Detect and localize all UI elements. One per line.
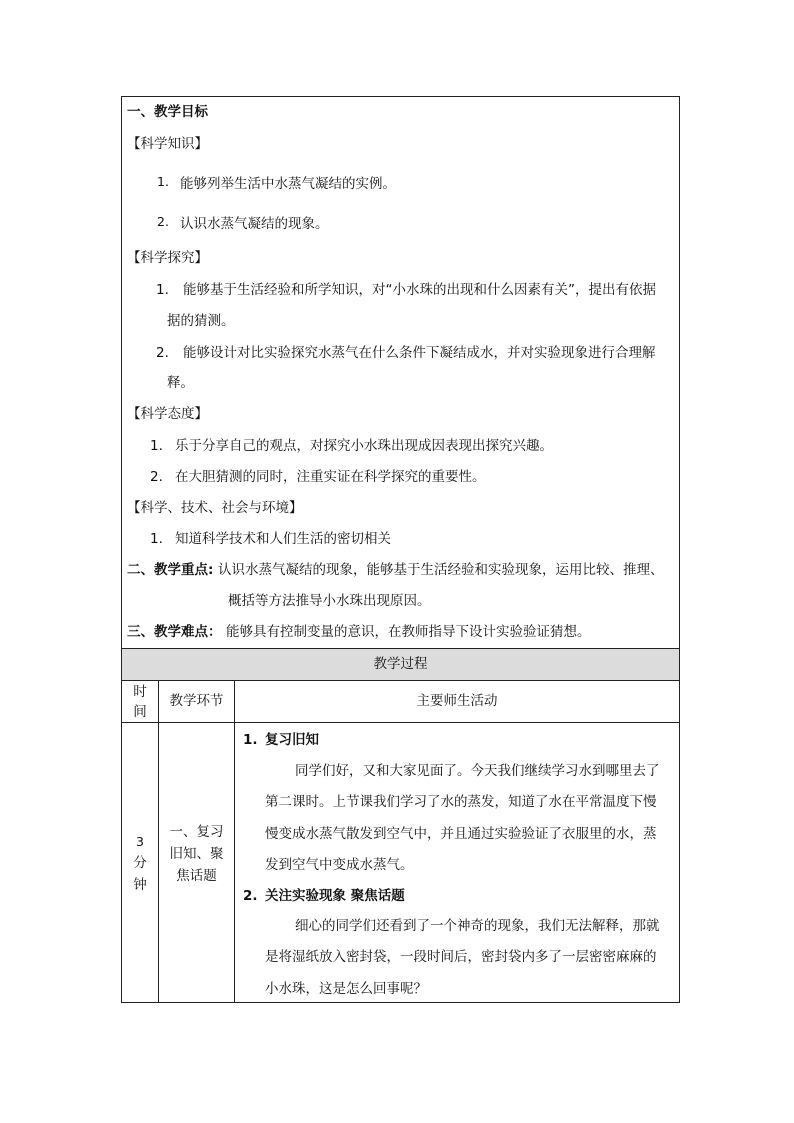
- knowledge-item-2-num: 2.: [157, 214, 169, 229]
- process-banner: 教学过程: [373, 656, 428, 672]
- rule-col-time: [158, 680, 159, 1003]
- inquiry-item-1-line2: 据的猜测。: [167, 313, 235, 329]
- rule-banner-bottom: [121, 680, 680, 681]
- section-2-line3: 小水珠，这是怎么回事呢？: [265, 981, 427, 997]
- attitude-item-1: 乐于分享自己的观点，对探究小水珠出现成因表现出探究兴趣。: [175, 438, 553, 454]
- attitude-item-2: 在大胆猜测的同时，注重实证在科学探究的重要性。: [175, 469, 486, 485]
- inquiry-title: 【科学探究】: [127, 250, 208, 266]
- knowledge-item-2: 认识水蒸气凝结的现象。: [180, 216, 329, 232]
- section-1-line1: 同学们好，又和大家见面了。今天我们继续学习水到哪里去了: [295, 763, 660, 779]
- rule-col-stage: [234, 680, 235, 1003]
- inquiry-item-2-num: 2.: [156, 345, 169, 361]
- row1-time-num: 3: [136, 834, 144, 849]
- attitude-item-2-num: 2.: [150, 469, 163, 485]
- inquiry-item-1-line1: 能够基于生活经验和所学知识，对“小水珠的出现和什么因素有关”，提出有依据: [183, 282, 656, 298]
- section-2-line1: 细心的同学们还看到了一个神奇的现象，我们无法解释，那就: [295, 918, 660, 934]
- knowledge-item-1-num: 1.: [157, 174, 169, 189]
- row1-stage-line3: 焦话题: [176, 868, 217, 884]
- key-points-line1: 认识水蒸气凝结的现象，能够基于生活经验和实验现象，运用比较、推理、: [218, 562, 664, 578]
- section-1-num: 1.: [243, 732, 258, 748]
- section-2-line2: 是将湿纸放入密封袋，一段时间后，密封袋内多了一层密密麻麻的: [265, 949, 657, 965]
- section-1-line3: 慢变成水蒸气散发到空气中，并且通过实验验证了衣服里的水，蒸: [265, 826, 657, 842]
- key-points-label: 二、教学重点:: [127, 562, 214, 578]
- difficulties-text: 能够具有控制变量的意识，在教师指导下设计实验验证猜想。: [226, 624, 591, 640]
- header-time-1: 时: [133, 684, 147, 700]
- row1-stage-line1: 一、复习: [169, 824, 224, 840]
- inquiry-item-2-line1: 能够设计对比实验探究水蒸气在什么条件下凝结成水，并对实验现象进行合理解: [183, 345, 656, 361]
- stse-title: 【科学、技术、社会与环境】: [127, 500, 303, 516]
- header-stage: 教学环节: [169, 693, 224, 709]
- knowledge-title: 【科学知识】: [127, 136, 208, 152]
- rule-header-bottom: [121, 722, 680, 723]
- section-1-line2: 第二课时。上节课我们学习了水的蒸发，知道了水在平常温度下慢: [265, 794, 657, 810]
- knowledge-item-1: 能够列举生活中水蒸气凝结的实例。: [180, 176, 396, 192]
- inquiry-item-2-line2: 释。: [167, 375, 194, 391]
- difficulties-label: 三、教学难点：: [127, 624, 222, 640]
- objectives-heading: 一、教学目标: [127, 104, 208, 120]
- section-2-title: 关注实验现象 聚焦话题: [265, 888, 405, 904]
- row1-time-unit-1: 分: [133, 855, 147, 871]
- attitude-item-1-num: 1.: [150, 438, 163, 454]
- attitude-title: 【科学态度】: [127, 406, 208, 422]
- stse-item-1: 知道科学技术和人们生活的密切相关: [175, 531, 391, 547]
- inquiry-item-1-num: 1.: [156, 282, 169, 298]
- row1-time-unit-2: 钟: [133, 877, 147, 893]
- header-activity: 主要师生活动: [416, 693, 498, 709]
- section-1-line4: 发到空气中变成水蒸气。: [265, 857, 414, 873]
- key-points-line2: 概括等方法推导小水珠出现原因。: [228, 593, 431, 609]
- rule-process-top: [121, 648, 680, 649]
- row1-stage-line2: 旧知、聚: [169, 846, 224, 862]
- stse-item-1-num: 1.: [150, 531, 163, 547]
- section-2-num: 2.: [243, 888, 258, 904]
- header-time-2: 间: [133, 704, 147, 720]
- section-1-title: 复习旧知: [265, 732, 319, 748]
